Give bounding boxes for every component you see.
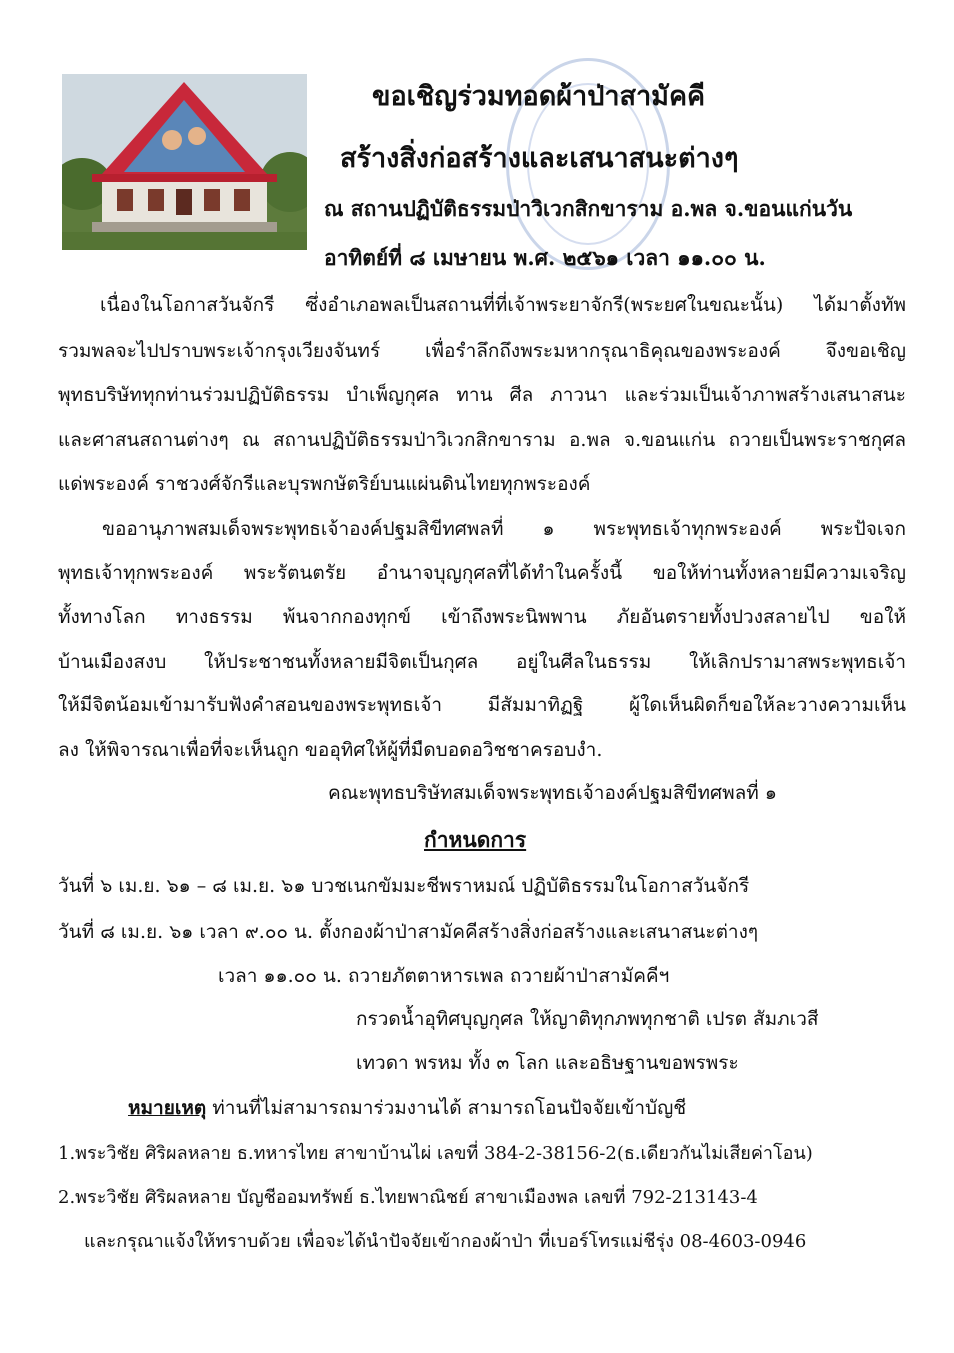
note-text: ท่านที่ไม่สามารถมาร่วมงานได้ สามารถโอนปัจจัยเข้าบัญชี	[206, 1097, 687, 1119]
note-line	[128, 1093, 686, 1123]
paragraph2-line: ทั้งทางโลก ทางธรรม พ้นจากกองทุกข์ เข้าถึงพระนิพพาน ภัยอันตรายทั้งปวงสลายไป ขอให้	[58, 606, 906, 628]
date-line: อาทิตย์ที่ ๘ เมษายน พ.ศ. ๒๕๖๑ เวลา ๑๑.๐๐ น.	[324, 245, 766, 270]
schedule-line-2: วันที่ ๘ เม.ย. ๖๑ เวลา ๙.๐๐ น. ตั้งกองผ้าป่าสามัคคีสร้างสิ่งก่อสร้างและเสนาสนะต่างๆ	[58, 921, 759, 943]
schedule-heading: กำหนดการ	[424, 827, 527, 852]
schedule-line-5: เทวดา พรหม ทั้ง ๓ โลก และอธิษฐานขอพรพระ	[356, 1052, 739, 1074]
schedule-line-1: วันที่ ๖ เม.ย. ๖๑ – ๘ เม.ย. ๖๑ บวชเนกขัมมะชีพราหมณ์ ปฏิบัติธรรมในโอกาสวันจักรี	[58, 875, 750, 897]
schedule-line-4: กรวดน้ำอุทิศบุญกุศล ให้ญาติทุกภพทุกชาติ เปรต สัมภเวสี	[356, 1008, 819, 1030]
paragraph1-line: รวมพลจะไปปราบพระเจ้ากรุงเวียงจันทร์ เพื่อรำลึกถึงพระมหากรุณาธิคุณของพระองค์ จึงขอเชิญ	[58, 340, 906, 362]
contact-line: และกรุณาแจ้งให้ทราบด้วย เพื่อจะได้นำปัจจัยเข้ากองผ้าป่า ที่เบอร์โทรแม่ชีรุ่ง 08-4603-0946	[84, 1231, 807, 1252]
paragraph1-line: และศาสนสถานต่างๆ ณ สถานปฏิบัติธรรมป่าวิเวกสิกขาราม อ.พล จ.ขอนแก่น ถวายเป็นพระราชกุศล	[58, 429, 906, 451]
paragraph2-line: บ้านเมืองสงบ ให้ประชาชนทั้งหลายมีจิตเป็นกุศล อยู่ในศีลในธรรม ให้เลิกปรามาสพระพุทธเจ้า	[58, 651, 906, 673]
bank-account-1: 1.พระวิชัย ศิริผลหลาย ธ.ทหารไทย สาขาบ้านไผ่ เลขที่ 384-2-38156-2(ธ.เดียวกันไม่เสียค่าโอน)	[58, 1143, 813, 1164]
paragraph1-line: พุทธบริษัททุกท่านร่วมปฏิบัติธรรม บำเพ็ญกุศล ทาน ศีล ภาวนา และร่วมเป็นเจ้าภาพสร้างเสนาสนะ	[58, 384, 906, 406]
paragraph2-line: ให้มีจิตน้อมเข้ามารับฟังคำสอนของพระพุทธเจ้า มีสัมมาทิฏฐิ ผู้ใดเห็นผิดก็ขอให้ละวางความเห็น	[58, 694, 906, 716]
schedule-line-3: เวลา ๑๑.๐๐ น. ถวายภัตตาหารเพล ถวายผ้าป่าสามัคคีฯ	[218, 965, 670, 987]
paragraph1-line: เนื่องในโอกาสวันจักรี ซึ่งอำเภอพลเป็นสถานที่ที่เจ้าพระยาจักรี(พระยศในขณะนั้น) ได้มาตั้งทัพ	[100, 294, 906, 316]
venue-line: ณ สถานปฏิบัติธรรมป่าวิเวกสิกขาราม อ.พล จ.ขอนแก่นวัน	[324, 196, 853, 221]
temple-illustration	[62, 74, 307, 250]
note-label: หมายเหตุ	[128, 1097, 207, 1119]
bank-account-2: 2.พระวิชัย ศิริผลหลาย บัญชีออมทรัพย์ ธ.ไทยพาณิชย์ สาขาเมืองพล เลขที่ 792-213143-4	[58, 1187, 758, 1208]
paragraph2-line: ลง ให้พิจารณาเพื่อที่จะเห็นถูก ขออุทิศให้ผู้ที่มืดบอดอวิชชาครอบงำ.	[58, 739, 603, 761]
signature: คณะพุทธบริษัทสมเด็จพระพุทธเจ้าองค์ปฐมสิขีทศพลที่ ๑	[328, 782, 777, 804]
title-line-2: สร้างสิ่งก่อสร้างและเสนาสนะต่างๆ	[340, 143, 739, 174]
title-line-1: ขอเชิญร่วมทอดผ้าป่าสามัคคี	[372, 81, 706, 112]
paragraph2-line: ขออานุภาพสมเด็จพระพุทธเจ้าองค์ปฐมสิขีทศพลที่ ๑ พระพุทธเจ้าทุกพระองค์ พระปัจเจก	[102, 518, 906, 540]
paragraph2-line: พุทธเจ้าทุกพระองค์ พระรัตนตรัย อำนาจบุญกุศลที่ได้ทำในครั้งนี้ ขอให้ท่านทั้งหลายมีความเจริญ	[58, 562, 906, 584]
temple-photo	[62, 74, 307, 250]
paragraph1-line: แด่พระองค์ ราชวงศ์จักรีและบุรพกษัตริย์บนแผ่นดินไทยทุกพระองค์	[58, 473, 591, 495]
